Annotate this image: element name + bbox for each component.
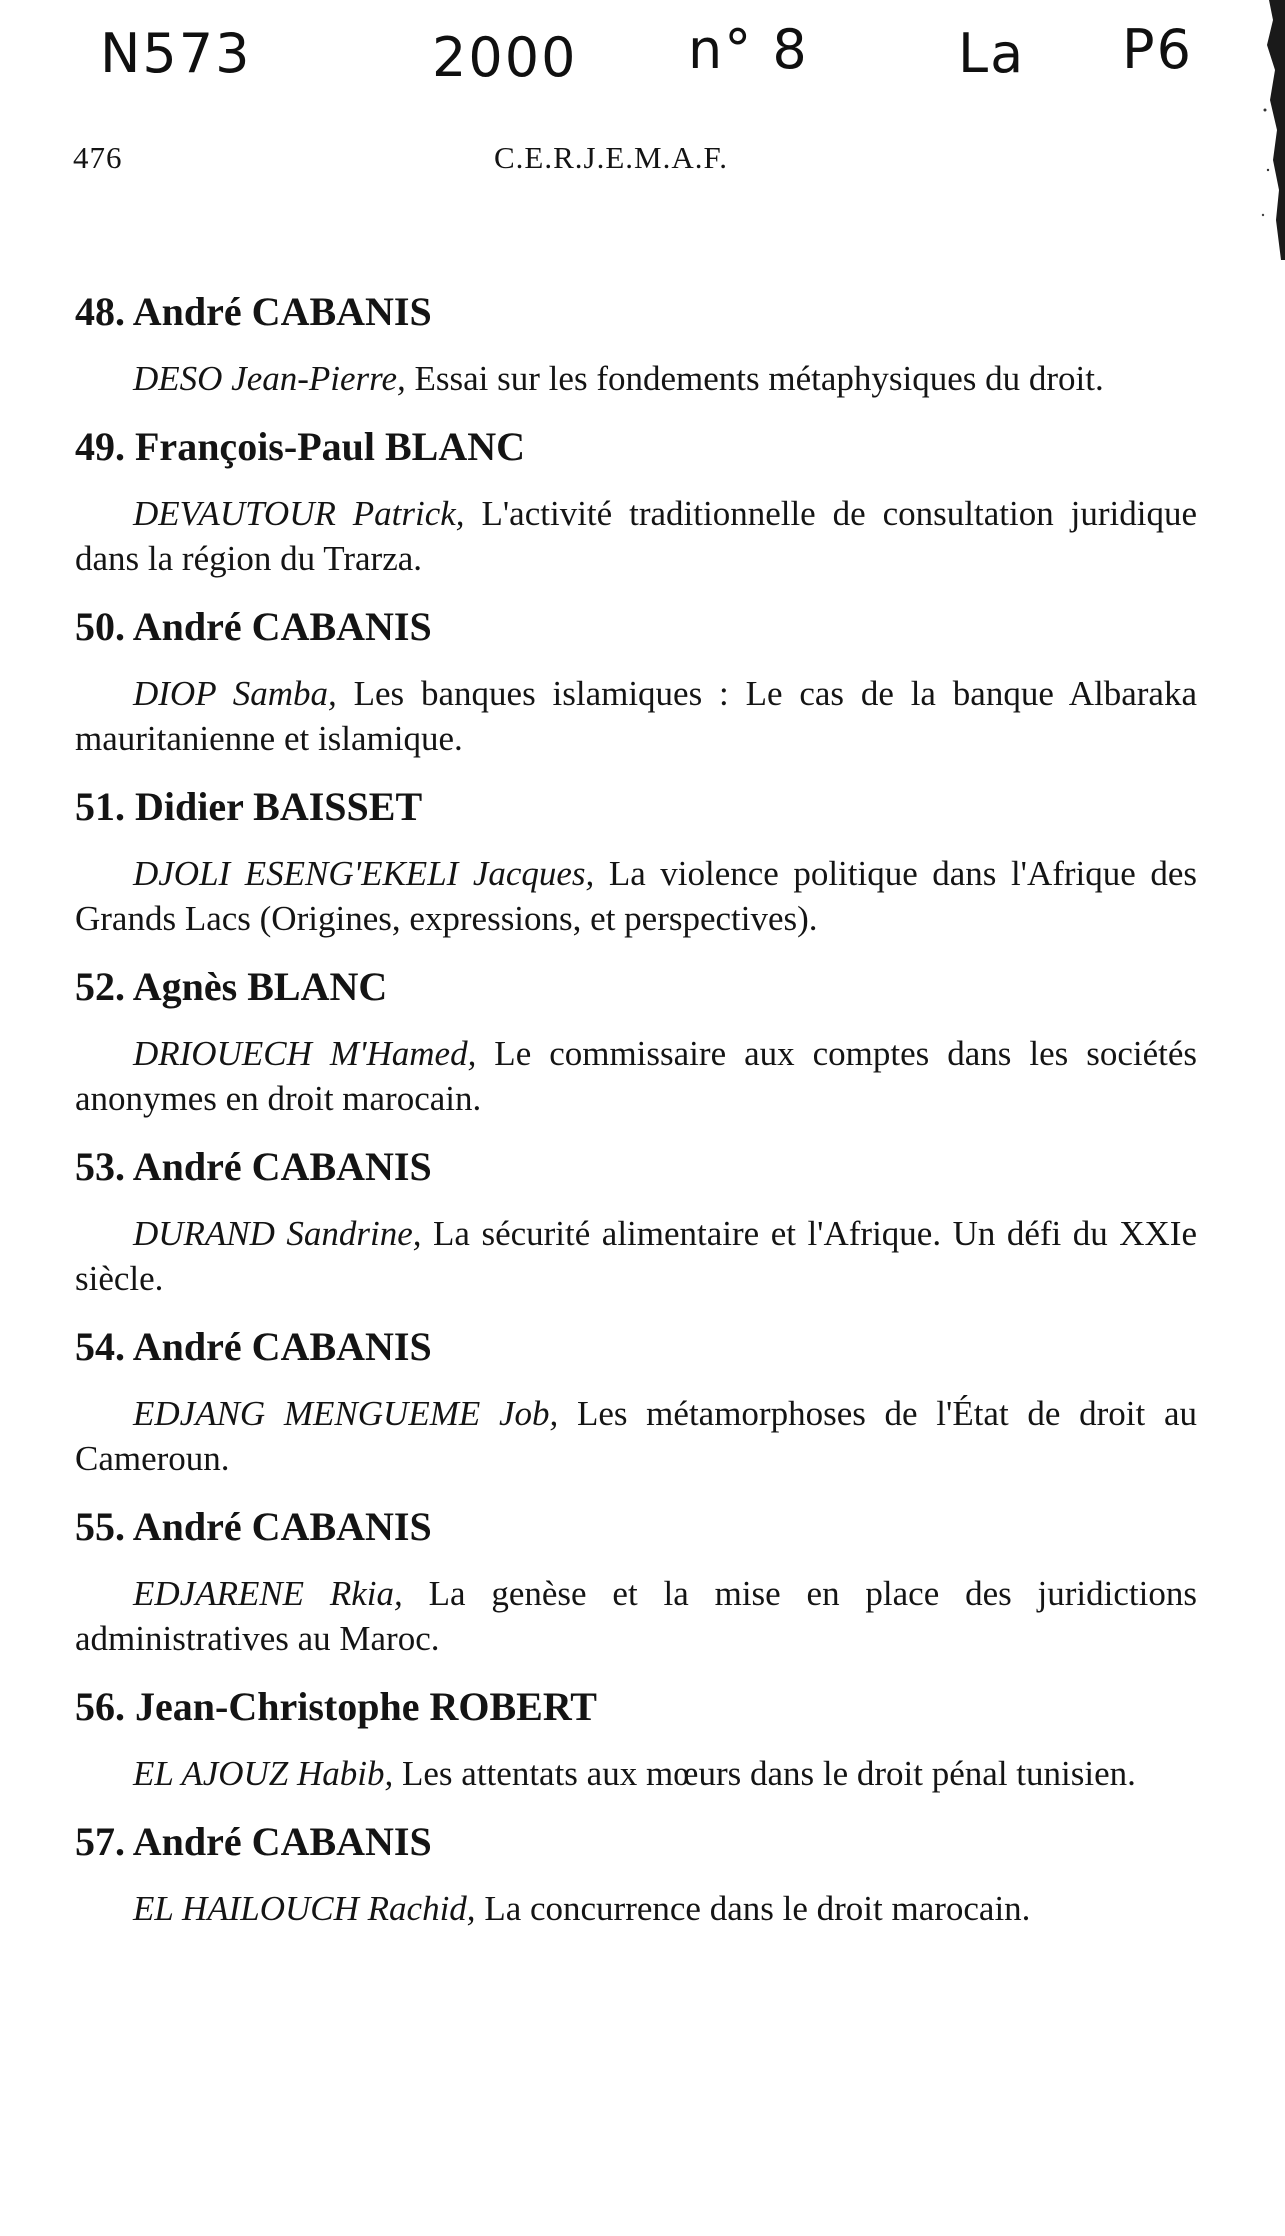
- entry-author: DESO Jean-Pierre,: [133, 359, 406, 398]
- entry-heading: 54. André CABANIS: [75, 1324, 432, 1369]
- entry-title: Essai sur les fondements métaphysiques du droit.: [405, 359, 1104, 398]
- list-item: [75, 601, 1197, 761]
- entry-list: [75, 286, 1197, 1951]
- entry-title: Les banques islamiques : Le cas de la banque Albaraka mauritanienne et islamique.: [75, 674, 1198, 758]
- entry-body: [75, 491, 1197, 581]
- entry-title: La sécurité alimentaire et l'Afrique. Un défi du XXIe siècle.: [75, 1214, 1197, 1298]
- entry-heading: 53. André CABANIS: [75, 1144, 432, 1189]
- entry-author: DIOP Samba,: [133, 674, 337, 713]
- entry-body: [75, 356, 1197, 401]
- list-item: [75, 1816, 1197, 1931]
- entry-body: [75, 671, 1197, 761]
- handwritten-annotations: [0, 18, 1285, 108]
- entry-body: [75, 1031, 1197, 1121]
- entry-author: DEVAUTOUR Patrick,: [133, 494, 465, 533]
- entry-author: DRIOUECH M'Hamed,: [133, 1034, 477, 1073]
- entry-heading: 52. Agnès BLANC: [75, 964, 388, 1009]
- entry-author: DJOLI ESENG'EKELI Jacques,: [133, 854, 595, 893]
- page-number: 476: [73, 140, 123, 175]
- entry-body: [75, 851, 1197, 941]
- entry-author: EL HAILOUCH Rachid,: [133, 1889, 476, 1928]
- list-item: [75, 781, 1197, 941]
- entry-title: L'activité traditionnelle de consultation juridique dans la région du Trarza.: [75, 494, 1197, 578]
- entry-title: La violence politique dans l'Afrique des Grands Lacs (Origines, expressions, et perspectives).: [75, 854, 1197, 938]
- list-item: [75, 1321, 1197, 1481]
- handwritten-note: P6: [1122, 18, 1193, 81]
- entry-heading: 56. Jean-Christophe ROBERT: [75, 1684, 597, 1729]
- entry-title: La genèse et la mise en place des juridictions administratives au Maroc.: [75, 1574, 1197, 1658]
- entry-heading: 49. François-Paul BLANC: [75, 424, 525, 469]
- entry-body: [75, 1751, 1197, 1796]
- entry-title: Le commissaire aux comptes dans les sociétés anonymes en droit marocain.: [75, 1034, 1198, 1118]
- entry-heading: 51. Didier BAISSET: [75, 784, 423, 829]
- entry-author: DURAND Sandrine,: [133, 1214, 422, 1253]
- handwritten-note: n° 8: [688, 18, 809, 81]
- list-item: [75, 1681, 1197, 1796]
- handwritten-note: La: [958, 22, 1026, 85]
- list-item: [75, 421, 1197, 581]
- entry-author: EL AJOUZ Habib,: [133, 1754, 394, 1793]
- entry-heading: 57. André CABANIS: [75, 1819, 432, 1864]
- entry-body: [75, 1391, 1197, 1481]
- list-item: [75, 1501, 1197, 1661]
- page-header: [0, 140, 1285, 184]
- entry-heading: 55. André CABANIS: [75, 1504, 432, 1549]
- entry-heading: 50. André CABANIS: [75, 604, 432, 649]
- entry-title: La concurrence dans le droit marocain.: [475, 1889, 1031, 1928]
- list-item: [75, 286, 1197, 401]
- scan-edge-shadow: [1259, 0, 1285, 260]
- entry-author: EDJANG MENGUEME Job,: [133, 1394, 559, 1433]
- entry-body: [75, 1571, 1197, 1661]
- entry-body: [75, 1211, 1197, 1301]
- running-title: C.E.R.J.E.M.A.F.: [494, 140, 728, 175]
- handwritten-note: 2000: [432, 26, 578, 89]
- list-item: [75, 1141, 1197, 1301]
- list-item: [75, 961, 1197, 1121]
- entry-heading: 48. André CABANIS: [75, 289, 432, 334]
- entry-author: EDJARENE Rkia,: [133, 1574, 403, 1613]
- entry-title: Les métamorphoses de l'État de droit au Cameroun.: [75, 1394, 1197, 1478]
- entry-body: [75, 1886, 1197, 1931]
- handwritten-note: N573: [100, 22, 252, 85]
- entry-title: Les attentats aux mœurs dans le droit pénal tunisien.: [393, 1754, 1136, 1793]
